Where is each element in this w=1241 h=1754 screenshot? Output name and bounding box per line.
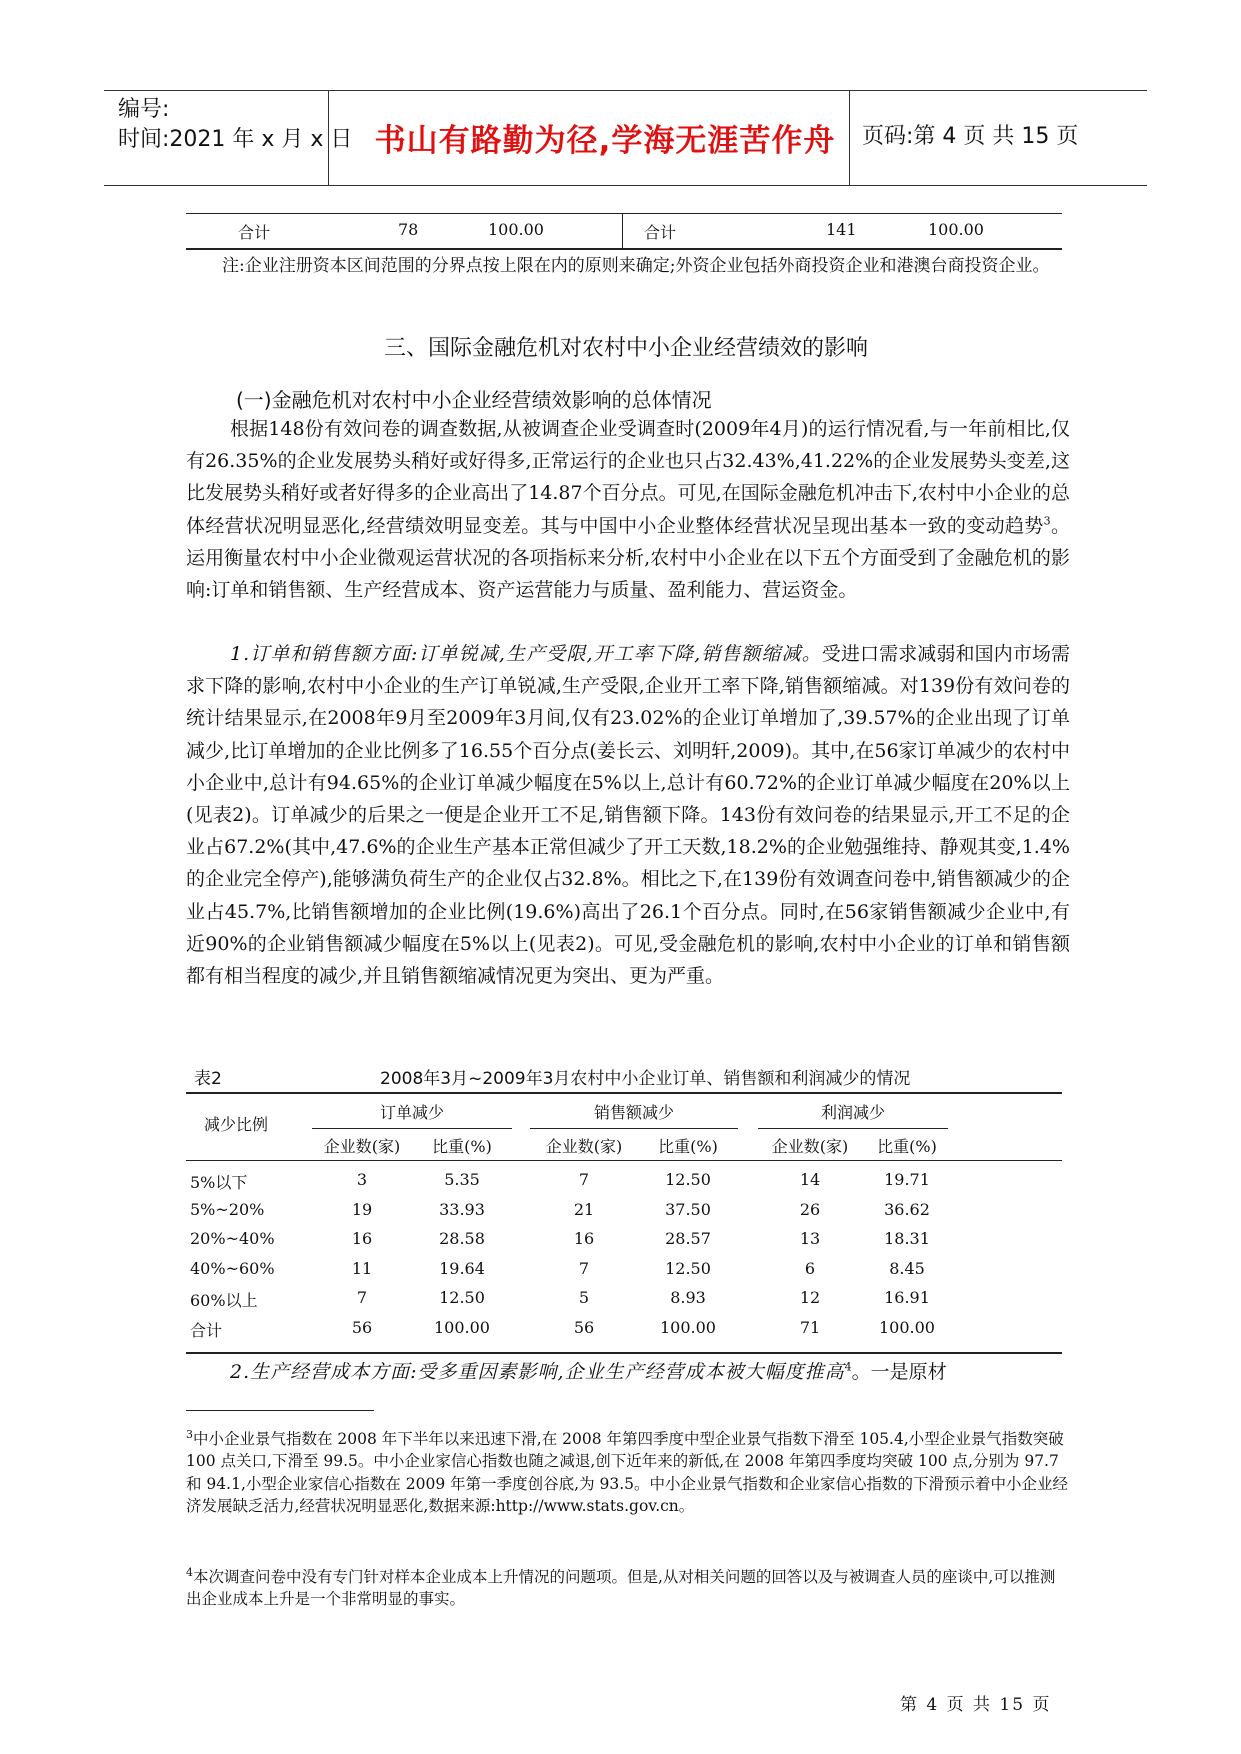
footnote-ref-4: 4	[844, 1360, 852, 1374]
table1-total-pct: 100.00	[928, 220, 984, 239]
table2-cell: 100.00	[434, 1317, 490, 1337]
table1-total-pct: 100.00	[488, 220, 544, 239]
table2-cell: 28.57	[665, 1229, 711, 1248]
page-header	[104, 90, 1147, 186]
table2-cell: 12	[799, 1288, 821, 1307]
footnote-mark: 4	[186, 1565, 193, 1579]
table1-note: 注:企业注册资本区间范围的分界点按上限在内的原则来确定;外资企业包括外商投资企业和港澳台商投资企业。	[222, 256, 1050, 276]
table2-cell: 56	[573, 1317, 595, 1337]
table2-cell: 11	[351, 1258, 373, 1278]
table2-cell: 7	[578, 1258, 590, 1278]
para3-tail: 。一是原材	[851, 1361, 947, 1383]
table2	[186, 1092, 1062, 1354]
header-meta	[118, 95, 352, 155]
table2-title: 2008年3月~2009年3月农村中小企业订单、销售额和利润减少的情况	[380, 1069, 911, 1089]
table2-cell: 3	[356, 1170, 368, 1189]
table1-total-row	[186, 213, 1062, 250]
page-footer: 第 4 页 共 15 页	[900, 1695, 1052, 1715]
table2-cell: 5.35	[444, 1170, 480, 1189]
para2-body: 受进口需求减弱和国内市场需求下降的影响,农村中小企业的生产订单锐减,生产受限,企业开工率下降,销售额缩减。对139份有效问卷的统计结果显示,在2008年9月至2009年3月间,仅有23.02%的企业订单增加了,39.57%的企业出现了订单减少,比订单增加的企业比例多了16.55个百分点(姜长云、刘明轩,2009)。其中,在56家订单减少的农村中小企业中,总计有94.65%的企业订单减少幅度在5%以上,总计有60.72%的企业订单减少幅度在20%以上(见表2)。订单减少的后果之一便是企业开工不足,销售额下降。143份有效问卷的结果显示,开工不足的企业占67.2%(其中,47.6%的企业生产基本正常但减少了开工天数,18.2%的企业勉强维持、静观其变,1.4%的企业完全停产),能够满负荷生产的企业仅占32.8%。相比之下,在139份有效调查问卷中,销售额减少的企业占45.7%,比销售额增加的企业比例(19.6%)高出了26.1个百分点。同时,在56家销售额减少企业中,有近90%的企业销售额减少幅度在5%以上(见表2)。可见,受金融危机的影响,农村中小企业的订单和销售额都有相当程度的减少,并且销售额缩减情况更为突出、更为严重。	[186, 643, 1070, 988]
table2-cell: 33.93	[439, 1199, 485, 1219]
table1-total-label: 合计	[238, 223, 271, 242]
table2-row-label: 合计	[190, 1320, 223, 1340]
table2-cell: 14	[799, 1170, 821, 1189]
table2-cell: 12.50	[665, 1170, 711, 1189]
table2-cell: 19.71	[884, 1170, 930, 1189]
table2-group-header: 订单减少	[379, 1103, 444, 1122]
table2-cell: 16	[351, 1229, 373, 1248]
table2-row-label: 40%~60%	[190, 1258, 275, 1278]
table2-cell: 36.62	[884, 1199, 930, 1219]
footnote-ref-3: 3	[1043, 514, 1051, 528]
table2-cell: 8.93	[670, 1288, 706, 1307]
table2-cell: 6	[804, 1258, 816, 1278]
footnote-4-text: 本次调查问卷中没有专门针对样本企业成本上升情况的问题项。但是,从对相关问题的回答以及与被调查人员的座谈中,可以推测出企业成本上升是一个非常明显的事实。	[186, 1568, 1056, 1609]
table1-divider	[622, 214, 623, 248]
table2-row-label: 5%~20%	[190, 1199, 265, 1219]
table2-label: 表2	[194, 1069, 222, 1089]
header-divider	[849, 91, 850, 185]
table2-cell: 71	[799, 1317, 821, 1337]
footnote-mark: 3	[186, 1427, 193, 1441]
table2-cell: 19.64	[439, 1258, 485, 1278]
table1-total-label: 合计	[644, 223, 677, 242]
table2-group-header: 销售额减少	[593, 1103, 674, 1122]
table2-cell: 100.00	[879, 1317, 935, 1337]
table2-cell: 7	[356, 1288, 368, 1307]
table2-subheader: 比重(%)	[877, 1137, 937, 1156]
table2-cell: 13	[799, 1229, 821, 1248]
table2-group-rule	[758, 1128, 948, 1129]
paragraph-overall	[186, 413, 1070, 606]
header-motto: 书山有路勤为径,学海无涯苦作舟	[374, 123, 836, 159]
header-divider	[328, 91, 329, 185]
table2-cell: 12.50	[439, 1288, 485, 1307]
table2-subheader: 企业数(家)	[545, 1137, 623, 1156]
table2-cell: 100.00	[660, 1317, 716, 1337]
table2-cell: 5	[578, 1288, 590, 1307]
table2-row-label: 20%~40%	[190, 1229, 275, 1248]
table2-header-rule	[186, 1160, 1062, 1161]
para3-lead: 2.生产经营成本方面:受多重因素影响,企业生产经营成本被大幅度推高	[230, 1361, 845, 1383]
table2-cell: 7	[578, 1170, 590, 1189]
table2-group-header: 利润减少	[820, 1103, 885, 1122]
header-page-number: 页码:第 4 页 共 15 页	[862, 124, 1079, 149]
table2-cell: 37.50	[665, 1199, 711, 1219]
table2-row-label: 5%以下	[190, 1173, 248, 1192]
table2-subheader: 企业数(家)	[323, 1137, 401, 1156]
paragraph-costs	[186, 1356, 1070, 1388]
table2-group-rule	[312, 1128, 512, 1129]
paragraph-orders-sales	[186, 638, 1070, 992]
table1-total-count: 141	[826, 220, 857, 239]
subsection-title: (一)金融危机对农村中小企业经营绩效影响的总体情况	[236, 388, 712, 412]
section-title: 三、国际金融危机对农村中小企业经营绩效的影响	[383, 336, 868, 361]
table2-cell: 12.50	[665, 1258, 711, 1278]
table2-subheader: 企业数(家)	[771, 1137, 849, 1156]
table2-row-label: 60%以上	[190, 1291, 258, 1310]
footnote-3-text: 中小企业景气指数在 2008 年下半年以来迅速下滑,在 2008 年第四季度中型企业景气指数下滑至 105.4,小型企业景气指数突破 100 点关口,下滑至 99.5。中小企业家信心指数也随之减退,创下近年来的新低,在 2008 年第四季度均突破 100 点,分别为 97.7 和 94.1,小型企业家信心指数在 2009 年第一季度创谷底,为 93.5。中小企业景气指数和企业家信心指数的下滑预示着中小企业经济发展缺乏活力,经营状况明显恶化,数据来源:http://www.stats.gov.cn。	[186, 1430, 1069, 1516]
footnote-rule	[186, 1410, 374, 1411]
table2-cell: 16.91	[884, 1288, 930, 1307]
table2-cell: 56	[351, 1317, 373, 1337]
table2-cell: 28.58	[439, 1229, 485, 1248]
table2-group-rule	[530, 1128, 738, 1129]
table2-cell: 16	[573, 1229, 595, 1248]
table1-total-count: 78	[398, 220, 419, 239]
table2-cell: 21	[573, 1199, 595, 1219]
table2-subheader: 比重(%)	[658, 1137, 718, 1156]
footnote-3	[186, 1428, 1070, 1518]
table2-subheader: 比重(%)	[432, 1137, 492, 1156]
table2-cell: 19	[351, 1199, 373, 1219]
table2-cell: 18.31	[884, 1229, 930, 1248]
code-label: 编号:	[118, 97, 170, 122]
table2-cell: 8.45	[889, 1258, 925, 1278]
table2-cell: 26	[799, 1199, 821, 1219]
para1-text-a: 根据148份有效问卷的调查数据,从被调查企业受调查时(2009年4月)的运行情况看,与一年前相比,仅有26.35%的企业发展势头稍好或好得多,正常运行的企业也只占32.43%,41.22%的企业发展势头变差,这比发展势头稍好或者好得多的企业高出了14.87个百分点。可见,在国际金融危机冲击下,农村中小企业的总体经营状况明显恶化,经营绩效明显变差。其与中国中小企业整体经营状况呈现出基本一致的变动趋势	[186, 418, 1070, 537]
table2-row-header: 减少比例	[203, 1115, 268, 1134]
para1-text-b: 。运用衡量农村中小企业微观运营状况的各项指标来分析,农村中小企业在以下五个方面受到了金融危机的影响:订单和销售额、生产经营成本、资产运营能力与质量、盈利能力、营运资金。	[186, 514, 1070, 602]
para2-lead: 1.订单和销售额方面:订单锐减,生产受限,开工率下降,销售额缩减。	[230, 643, 822, 665]
time-label: 时间:2021 年 x 月 x 日	[118, 127, 353, 152]
footnote-4	[186, 1566, 1070, 1611]
